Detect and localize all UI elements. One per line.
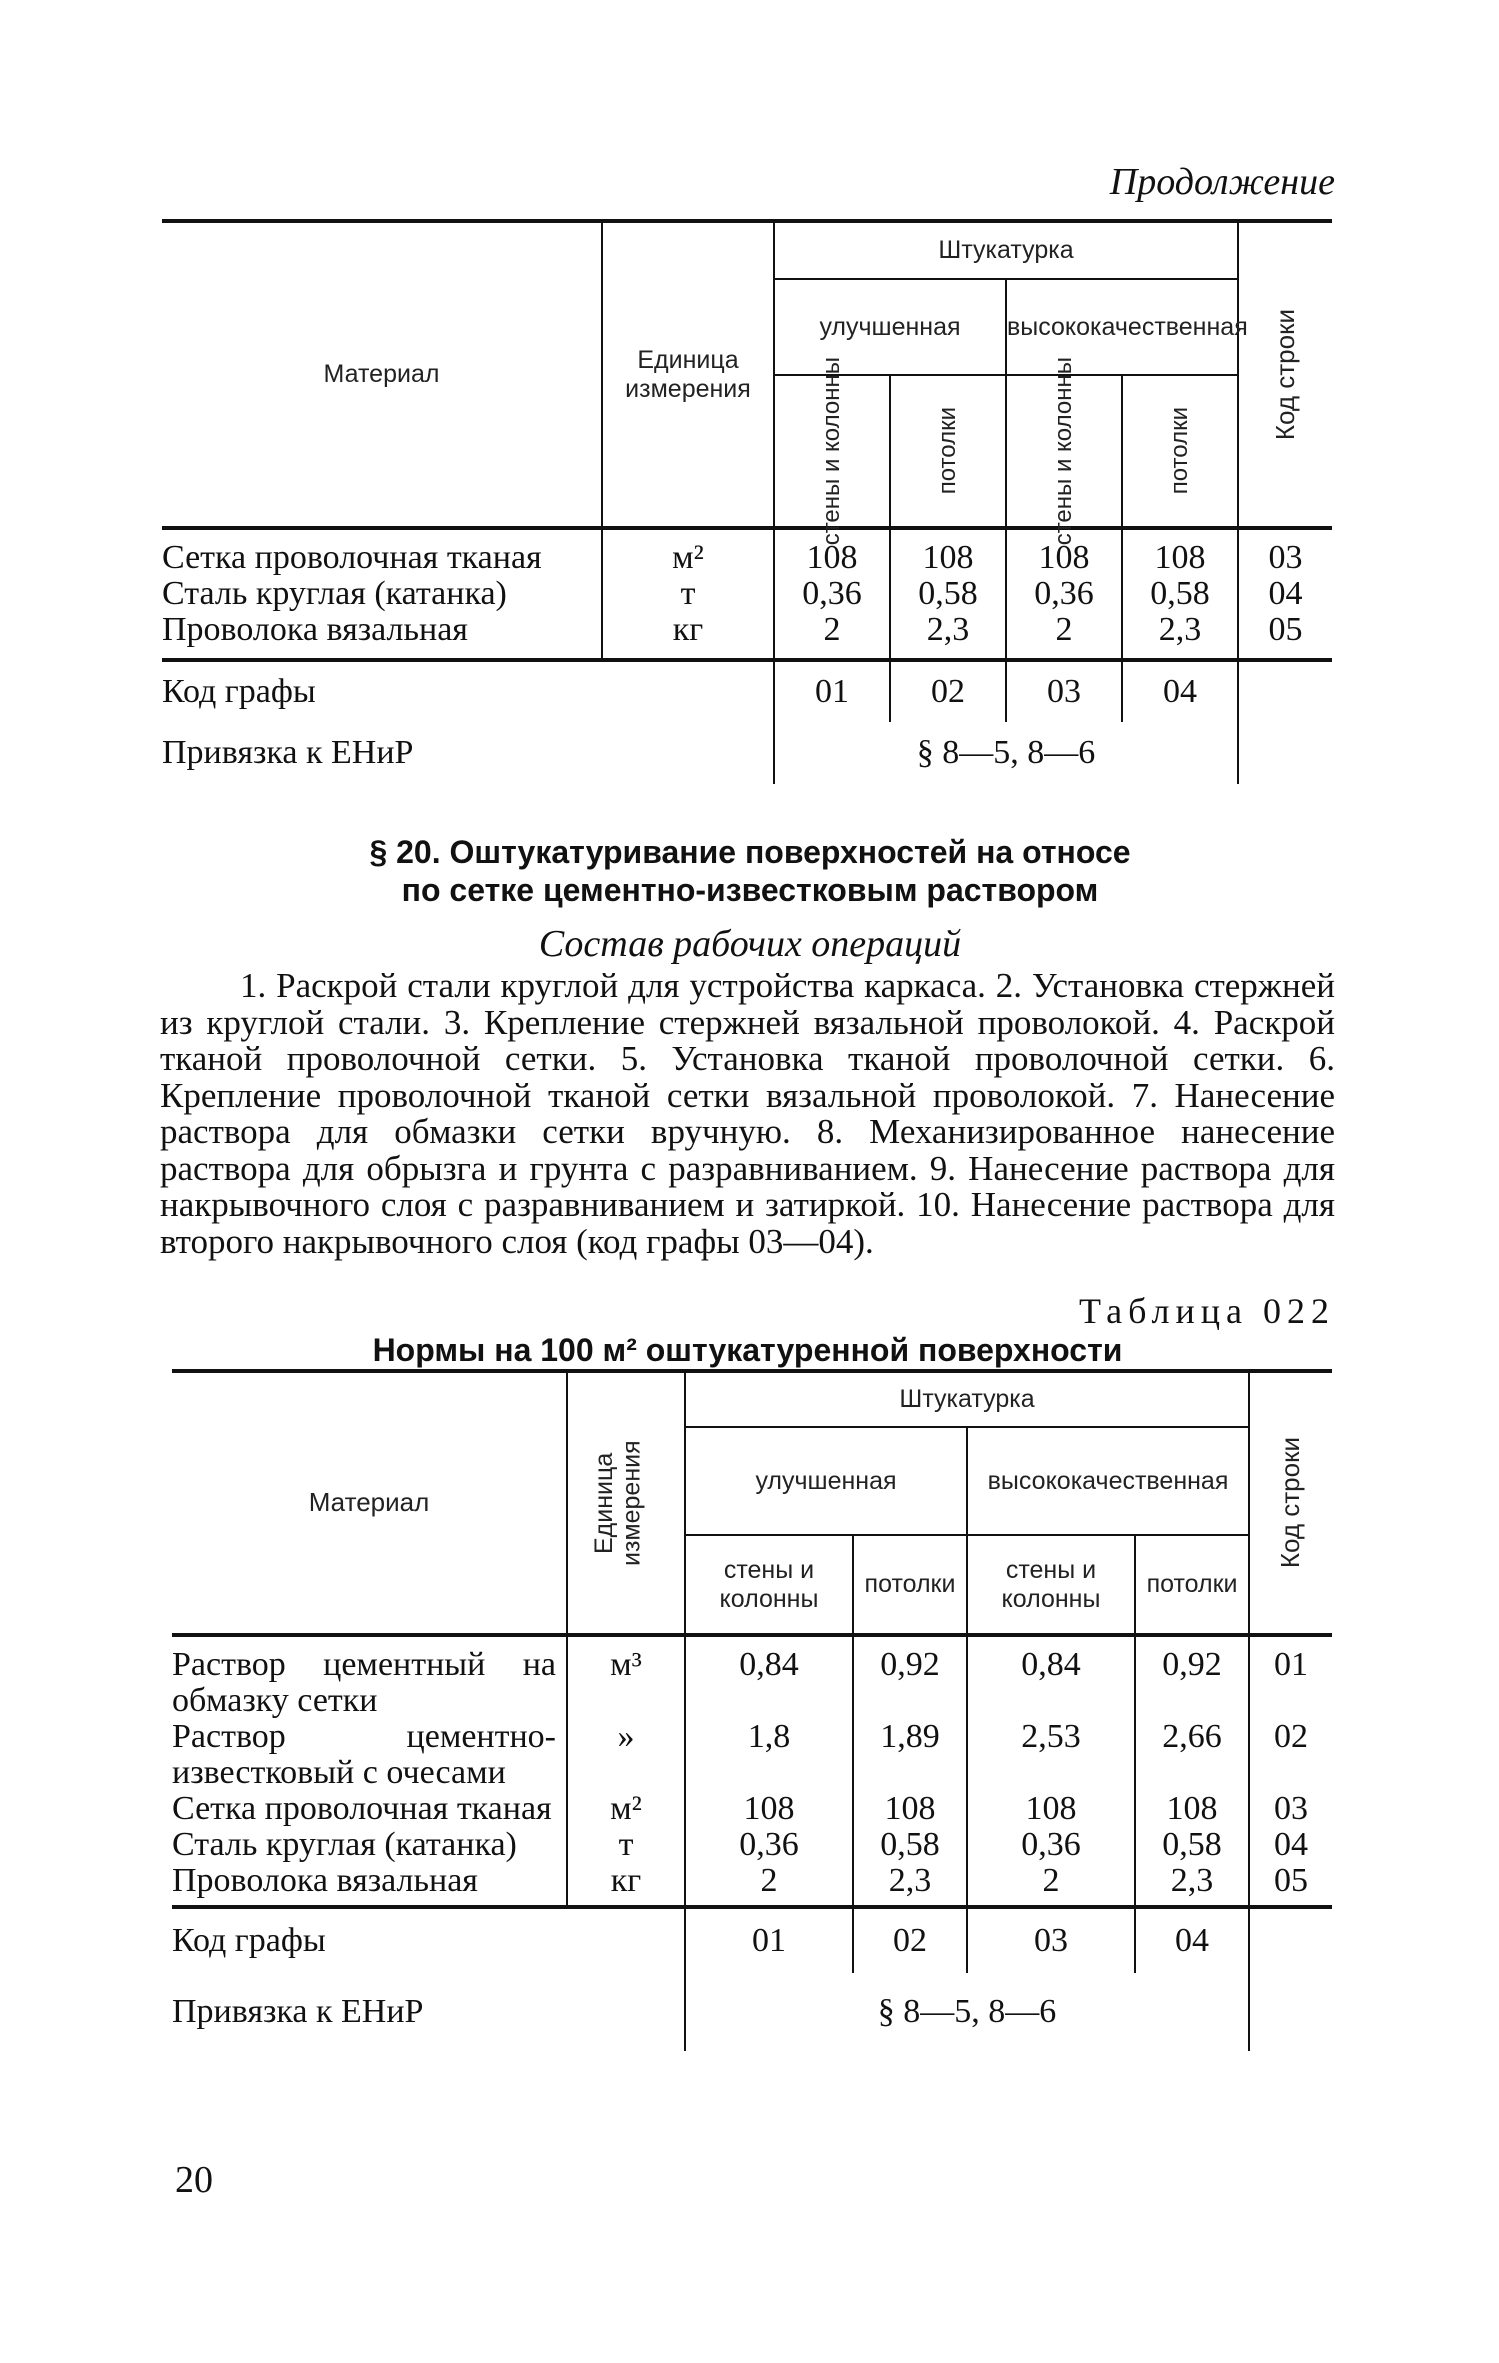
header-plaster: Штукатурка (685, 1371, 1249, 1427)
column-code: 04 (1175, 1922, 1210, 1959)
header-ceilings-1: потолки (890, 375, 1006, 528)
norms-table-continued (162, 219, 1332, 784)
table-row: Раствор цементный на обмазку сетки м³ 0,84 0,92 0,84 0,92 01 (172, 1635, 1332, 1719)
operations-text: 1. Раскрой стали круглой для устройства каркаса. 2. Установка стержней из круглой стали. 3. Крепление стержней вязальной проволокой. 4. Раскрой тканой проволочной сетки. 5. Установка тканой проволочной сетки. 6. Крепление проволочной тканой сетки вязальной проволокой. 7. Нанесение раствора для обмазки сетки вручную. 8. Механизированное нанесение раствора для обрызга и грунта с разравниванием. 9. Нанесение раствора для накрывочного слоя с разравниванием и затиркой. 10. Нанесение раствора для второго накрывочного слоя (код графы 03—04). (160, 966, 1335, 1261)
table-row: Раствор цементно-известковый с очесами » 1,8 1,89 2,53 2,66 02 (172, 1719, 1332, 1791)
header-walls-2: стены и колонны (1006, 375, 1122, 528)
table-number: Таблица 022 (1079, 1291, 1335, 1331)
header-plaster: Штукатурка (774, 221, 1238, 279)
header-unit: Единица измерения (602, 221, 774, 528)
header-improved: улучшенная (685, 1427, 967, 1535)
column-code: 02 (890, 660, 1006, 722)
table-row: Проволока вязальная кг 2 2,3 2 2,3 05 (172, 1863, 1332, 1907)
column-code: 03 (967, 1907, 1135, 1973)
table-row: Сталь круглая (катанка) т 0,36 0,58 0,36 0,58 04 (162, 576, 1332, 612)
header-walls-1: стены и колонны (685, 1535, 853, 1635)
table-row: Сетка проволочная тканая м² 108 108 108 108 03 (162, 528, 1332, 576)
norms-table-022 (172, 1369, 1332, 2051)
header-high-quality: высококачественная (967, 1427, 1249, 1535)
table-row: Сталь круглая (катанка) т 0,36 0,58 0,36 0,58 04 (172, 1827, 1332, 1863)
section-title-line-1: § 20. Оштукатуривание поверхностей на относе (369, 834, 1131, 870)
enir-value: § 8—5, 8—6 (877, 1993, 1057, 2030)
header-row-code: Код строки (1238, 221, 1332, 528)
header-ceilings-1: потолки (853, 1535, 967, 1635)
header-unit: Единица измерения (567, 1371, 685, 1635)
header-ceilings-2: потолки (1146, 1570, 1238, 1599)
section-title-line-2: по сетке цементно-известковым раствором (401, 872, 1099, 908)
header-row-code: Код строки (1249, 1371, 1332, 1635)
header-improved: улучшенная (774, 279, 1006, 375)
header-walls-1: стены и колонны (774, 375, 890, 528)
table-row: Сетка проволочная тканая м² 108 108 108 108 03 (172, 1791, 1332, 1827)
table-title: Нормы на 100 м² оштукатуренной поверхности (372, 1332, 1123, 1368)
header-material: Материал (172, 1371, 567, 1635)
page-number: 20 (175, 2159, 213, 2201)
header-ceilings-2: потолки (1165, 407, 1193, 495)
enir-label: Привязка к ЕНиР (162, 722, 774, 784)
header-high-quality: высококачественная (1006, 279, 1238, 375)
column-code-label: Код графы (162, 660, 774, 722)
continuation-label: Продолжение (1109, 161, 1335, 203)
table-row: Проволока вязальная кг 2 2,3 2 2,3 05 (162, 612, 1332, 660)
enir-label: Привязка к ЕНиР (172, 1973, 685, 2051)
column-code-label: Код графы (172, 1907, 685, 1973)
column-code: 01 (774, 660, 890, 722)
column-code: 03 (1006, 660, 1122, 722)
column-code: 04 (1163, 673, 1198, 710)
column-code: 01 (685, 1907, 853, 1973)
operations-subtitle: Состав рабочих операций (538, 923, 962, 965)
header-walls-2: стены и колонны (967, 1535, 1135, 1635)
header-material: Материал (162, 221, 602, 528)
column-code: 02 (853, 1907, 967, 1973)
enir-value: § 8—5, 8—6 (916, 734, 1096, 771)
